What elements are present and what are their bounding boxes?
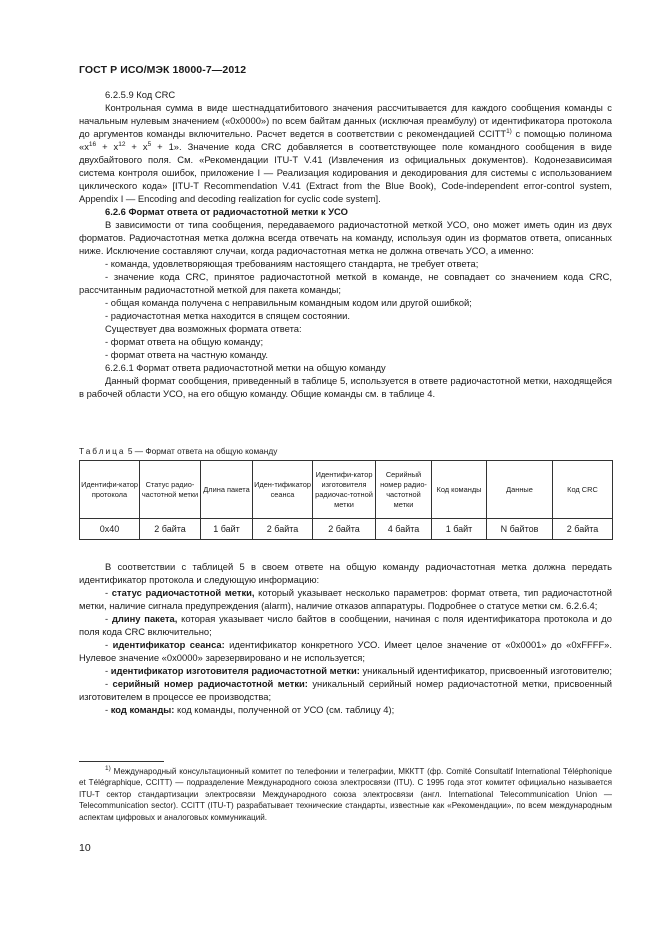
table-header-cell: Идентифи-катор изготовителя радиочас-тотной метки (313, 461, 376, 519)
info-list-item (79, 703, 612, 716)
term: серийный номер радиочастотной метки: (112, 678, 308, 689)
term-description: идентификатор конкретного УСО. Имеет целое значение от «0x0001» до «0xFFFF». Нулевое значение «0x0000» зарезервировано и не используется; (79, 639, 613, 663)
list-item: - радиочастотная метка находится в спящем состоянии. (105, 310, 350, 321)
term-description: уникальный идентификатор, присвоенный изготовителю; (359, 665, 612, 676)
dash: - (105, 678, 113, 689)
response-format-table (79, 460, 613, 540)
crc-text-part3: + 1». Значение кода CRC добавляется в соответствующее поле командного сообщения в виде двухбайтового поля. См. «Рекомендации ITU-T V.41 (Извлечения из официальных документов). Кодонезависимая система контроля ошибок, приложение I — Реализация кодирования и декодирования для системы с использованием циклического кода» [ITU-T Recommendation V.41 (Extract from the Blue Book), Code-independent error-control system, Appendix I — Encoding and decoding realization for cyclic code system]. (79, 141, 613, 204)
info-list-item (79, 612, 612, 638)
table-caption-text: 5 — Формат ответа на общую команду (125, 446, 278, 456)
section-heading-6-2-6: 6.2.6 Формат ответа от радиочастотной метки к УСО (105, 206, 348, 217)
footnote-body: Международный консультационный комитет по телефонии и телеграфии, МККТТ (фр. Comité Consultatif International Téléphonique et Télégraphique, CCITT) — подразделение Международного союза электросвязи (ITU). С 1995 года этот комитет официально называется ITU-T сектор стандартизации электросвязи Международного союза электросвязи (англ. International Telecommunication Union — Telecommunication sector). CCITT (ITU-T) разрабатывает технические стандарты, известные как «Рекомендации», по всем международным аспектам цифровых и аналоговых коммуникаций. (79, 767, 612, 822)
term: идентификатор изготовителя радиочастотной метки: (110, 665, 360, 676)
table-header-cell: Длина пакета (201, 461, 253, 519)
dash: - (105, 587, 112, 598)
footnote-reference: 1) (506, 128, 512, 135)
table-header-cell: Идентифи-катор протокола (80, 461, 140, 519)
table-cell: 2 байта (140, 519, 201, 540)
section-heading-6-2-5-9: 6.2.5.9 Код CRC (105, 89, 176, 100)
table-cell: 4 байта (376, 519, 432, 540)
general-response-paragraph: Данный формат сообщения, приведенный в таблице 5, используется в ответе радиочастотной метки, находящейся в рабочей области УСО, на его общую команду. Общие команды см. в таблице 4. (79, 375, 612, 399)
crc-text-part2: с помощью полинома «x (79, 128, 612, 152)
response-format-paragraph: В зависимости от типа сообщения, передаваемого радиочастотной меткой УСО, оно может иметь один из двух форматов. Радиочастотная метка должна всегда отвечать на команду, используя один из форматов ответа, описанных ниже. Исключение составляют случаи, когда радиочастотная метка не должна отвечать УСО, а именно: (79, 219, 612, 256)
table-header-cell: Код CRC (553, 461, 613, 519)
table-cell: 2 байта (253, 519, 313, 540)
crc-text-part1: Контрольная сумма в виде шестнадцатибитового значения рассчитывается для каждого сообщения команды с начальным нулевым значением («0x0000») по всем байтам данных (исключая преамбулу) от идентификатора протокола до аргументов команды включительно. Расчет ведется в соответствии с рекомендацией CCITT (79, 102, 612, 139)
info-list-item (79, 677, 612, 703)
page-number: 10 (79, 842, 91, 854)
table-header-cell: Иден-тификатор сеанса (253, 461, 313, 519)
table-caption (79, 446, 277, 456)
list-item: - команда, удовлетворяющая требованиям настоящего стандарта, не требует ответа; (105, 258, 479, 269)
list-item: - формат ответа на общую команду; (105, 336, 264, 347)
dash: - (105, 704, 111, 715)
table-header-cell: Статус радио-частотной метки (140, 461, 201, 519)
term-description: который указывает несколько параметров: формат ответа, тип радиочастотной метки, наличие сигнала предупреждения (alarm), наличие отказов аппаратуры. Подробнее о статусе метки см. 6.2.6.4; (79, 587, 612, 611)
footnote-mark: 1) (105, 765, 111, 772)
section-heading-6-2-6-1: 6.2.6.1 Формат ответа радиочастотной метки на общую команду (105, 362, 386, 373)
term: статус радиочастотной метки, (111, 587, 255, 598)
table-header-cell: Серийный номер радио-частотной метки (376, 461, 432, 519)
table-header-cell: Данные (487, 461, 553, 519)
table-caption-word: Таблица (79, 446, 126, 456)
table-header-cell: Код команды (432, 461, 487, 519)
exponent-12: 12 (118, 141, 126, 148)
table-header-row (80, 461, 613, 519)
list-item: - значение кода CRC, принятое радиочастотной меткой в команде, не совпадает со значением кода CRC, рассчитанным радиочастотной меткой для пакета команды; (79, 271, 612, 295)
table-cell: 1 байт (432, 519, 487, 540)
document-header: ГОСТ Р ИСО/МЭК 18000-7—2012 (79, 64, 247, 76)
term-description: уникальный серийный номер радиочастотной метки, присвоенный изготовителем в процессе ее производства; (79, 678, 612, 702)
footnote (79, 766, 612, 823)
term: идентификатор сеанса: (112, 639, 225, 650)
post-table-text (79, 560, 612, 716)
table-cell: 2 байта (313, 519, 376, 540)
poly-term: + x (125, 141, 148, 152)
formats-paragraph: Существует два возможных формата ответа: (105, 323, 302, 334)
table-cell: 0x40 (80, 519, 140, 540)
poly-term: + x (96, 141, 119, 152)
term: длину пакета, (111, 613, 178, 624)
table-cell: 1 байт (201, 519, 253, 540)
term-description: код команды, полученной от УСО (см. таблицу 4); (174, 704, 395, 715)
exponent-16: 16 (88, 141, 97, 148)
dash: - (105, 613, 112, 624)
footnote-text (79, 766, 612, 823)
term: код команды: (110, 704, 175, 715)
table-cell: 2 байта (553, 519, 613, 540)
main-text (79, 88, 612, 400)
info-list-item (79, 638, 612, 664)
dash: - (105, 665, 111, 676)
exponent-5: 5 (147, 141, 152, 148)
info-list-item (79, 664, 612, 677)
table-cell: N байтов (487, 519, 553, 540)
post-table-paragraph: В соответствии с таблицей 5 в своем ответе на общую команду радиочастотная метка должна передать идентификатор протокола и следующую информацию: (79, 561, 612, 585)
dash: - (105, 639, 113, 650)
footnote-separator (79, 761, 164, 762)
list-item: - формат ответа на частную команду. (105, 349, 268, 360)
table-row (80, 519, 613, 540)
term-description: которая указывает число байтов в сообщении, начиная с поля идентификатора протокола и до поля кода CRC включительно; (79, 613, 612, 637)
list-item: - общая команда получена с неправильным командным кодом или другой ошибкой; (105, 297, 472, 308)
crc-paragraph (79, 101, 612, 205)
info-list-item (79, 586, 612, 612)
